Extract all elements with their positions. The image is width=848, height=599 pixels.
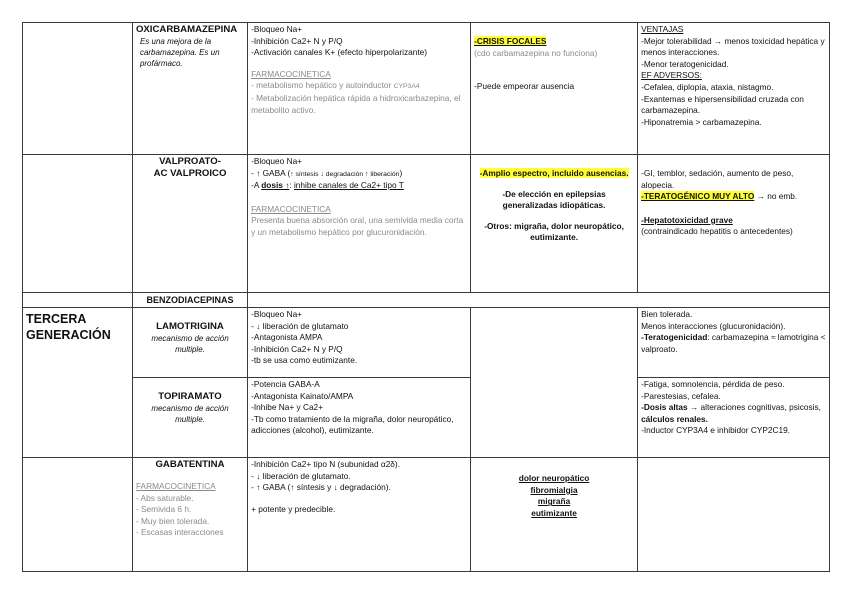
adverse-line: (contraindicado hepatitis o antecedentes) bbox=[641, 226, 793, 237]
table-row-valproate bbox=[23, 155, 830, 293]
drug-cell-lamotrigine bbox=[132, 308, 247, 378]
table-row-topiramate bbox=[23, 378, 830, 458]
advantage-line: -Mejor tolerabilidad → menos toxicidad hepática y menos interacciones. bbox=[641, 35, 825, 58]
drug-name: TOPIRAMATO bbox=[158, 391, 222, 402]
adverse-line: Bien tolerada. bbox=[641, 309, 693, 319]
generation-cell-empty bbox=[23, 458, 133, 572]
adverse-cell bbox=[638, 378, 830, 458]
drug-name: AC VALPROICO bbox=[153, 168, 227, 179]
mechanism-cell bbox=[248, 458, 471, 572]
indication-line: eutimizante bbox=[531, 507, 577, 518]
pk-line: - Escasas interacciones bbox=[135, 527, 224, 538]
indication-line: -Puede empeorar ausencia bbox=[474, 81, 575, 92]
indication-line: -Otros: migraña, dolor neuropático, eutimizante. bbox=[484, 220, 624, 243]
adverse-effects-title: EF ADVERSOS: bbox=[641, 70, 702, 81]
indication-line: fibromialgia bbox=[530, 484, 578, 495]
adverse-line: Menos interacciones (glucuronidación). bbox=[641, 320, 786, 331]
drug-name: VALPROATO- bbox=[159, 156, 221, 167]
table-row-oxcarbazepine bbox=[23, 23, 830, 155]
mechanism-line: -Inhibición Ca2+ N y P/Q bbox=[251, 35, 343, 46]
pk-line: - Semivida 6 h. bbox=[135, 504, 192, 515]
table-row-benzodiazepines bbox=[23, 293, 830, 308]
mechanism-line: - ↑ GABA (↑ síntesis y ↓ degradación). bbox=[251, 482, 391, 493]
mechanism-line: -Inhibición Ca2+ N y P/Q bbox=[251, 343, 343, 354]
mechanism-line: -Inhibición Ca2+ tipo N (subunidad α2δ). bbox=[251, 459, 400, 469]
pk-line: - Abs saturable. bbox=[135, 492, 194, 503]
indication-line: dolor neuropático bbox=[518, 473, 590, 483]
adverse-cell bbox=[638, 308, 830, 378]
drug-cell-benzodiazepines bbox=[132, 293, 247, 308]
adverse-line: -TERATOGÉNICO MUY ALTO → no emb. bbox=[641, 191, 798, 202]
adverse-line: -Exantemas e hipersensibilidad cruzada con carbamazepina. bbox=[641, 93, 804, 116]
advantages-title: VENTAJAS bbox=[641, 24, 684, 34]
adverse-line: -Hepatotoxicidad grave bbox=[641, 214, 733, 225]
mechanism-line: -tb se usa como eutimizante. bbox=[251, 355, 358, 366]
mechanism-line: -Bloqueo Na+ bbox=[251, 309, 303, 319]
mechanism-line: -Potencia GABA-A bbox=[251, 379, 320, 389]
drug-cell-gabapentin bbox=[132, 458, 247, 572]
drug-cell-topiramate bbox=[132, 378, 247, 458]
mechanism-line: -Tb como tratamiento de la migraña, dolor neuropático, adicciones (alcohol), eutimizante. bbox=[251, 413, 454, 436]
drug-name: LAMOTRIGINA bbox=[156, 321, 224, 332]
adverse-line: -Dosis altas → alteraciones cognitivas, psicosis, cálculos renales. bbox=[641, 402, 821, 424]
table-row-gabapentin bbox=[23, 458, 830, 572]
generation-cell-empty bbox=[23, 293, 133, 308]
pharmacokinetics-title: FARMACOCINETICA bbox=[251, 203, 331, 214]
adverse-line: -Teratogenicidad: carbamazepina ≈ lamotrigina < valproato. bbox=[641, 332, 826, 354]
mechanism-cell bbox=[248, 155, 471, 293]
generation-label: TERCERA GENERACIÓN bbox=[26, 312, 111, 342]
mechanism-line: -Bloqueo Na+ bbox=[251, 24, 303, 34]
adverse-line: -GI, temblor, sedación, aumento de peso, alopecia. bbox=[641, 168, 794, 190]
empty-cell bbox=[248, 293, 830, 308]
drug-cell-oxcarbazepine bbox=[132, 23, 247, 155]
indication-note: (cdo carbamazepina no funciona) bbox=[474, 47, 598, 58]
mechanism-line: + potente y predecible. bbox=[251, 503, 336, 514]
adverse-line: -Fatiga, somnolencia, pérdida de peso. bbox=[641, 379, 785, 389]
indication-line: -CRISIS FOCALES bbox=[474, 36, 547, 46]
drug-note: Es una mejora de la carbamazepina. Es un profármaco. bbox=[139, 37, 220, 68]
indication-line: migraña bbox=[537, 496, 571, 507]
indication-cell-empty bbox=[471, 308, 638, 458]
mechanism-line: - ↑ GABA (↑ síntesis ↓ degradación ↑ liberación) bbox=[251, 167, 403, 178]
drug-table bbox=[22, 22, 830, 572]
mechanism-cell bbox=[248, 308, 471, 378]
pharmacokinetics-title: FARMACOCINETICA bbox=[135, 481, 216, 491]
generation-cell-empty bbox=[23, 23, 133, 155]
pk-line: - Muy bien tolerada. bbox=[135, 515, 210, 526]
mechanism-line: -Antagonista Kainato/AMPA bbox=[251, 390, 354, 401]
drug-cell-valproate bbox=[132, 155, 247, 293]
drug-name: GABATENTINA bbox=[155, 459, 225, 470]
drug-name: OXICARBAMAZEPINA bbox=[135, 24, 238, 35]
advantage-line: -Menor teratogenicidad. bbox=[641, 58, 729, 69]
mechanism-line: -Activación canales K+ (efecto hiperpolarizante) bbox=[251, 47, 428, 58]
generation-cell bbox=[23, 308, 133, 458]
table-row-lamotrigine bbox=[23, 308, 830, 378]
mechanism-line: -A dosis ↑: inhibe canales de Ca2+ tipo T bbox=[251, 180, 404, 191]
adverse-line: -Inductor CYP3A4 e inhibidor CYP2C19. bbox=[641, 425, 791, 436]
pk-text: Presenta buena absorción oral, una semivida media corta y un metabolismo hepático por glucuronidación. bbox=[251, 215, 464, 237]
mechanism-line: - ↓ liberación de glutamato. bbox=[251, 470, 351, 481]
drug-name: BENZODIACEPINAS bbox=[146, 295, 234, 305]
indication-line: -De elección en epilepsias generalizadas idiopáticas. bbox=[502, 188, 606, 211]
drug-note: mecanismo de acción multiple. bbox=[151, 404, 229, 424]
indication-cell bbox=[471, 155, 638, 293]
pk-line: - metabolismo hepático y autoinductor CYP3A4 bbox=[251, 80, 420, 91]
adverse-line: -Parestesias, cefalea. bbox=[641, 390, 721, 401]
indication-line: -Amplio espectro, incluido ausencias. bbox=[479, 168, 629, 178]
adverse-cell bbox=[638, 23, 830, 155]
mechanism-line: -Inhibe Na+ y Ca2+ bbox=[251, 402, 324, 413]
adverse-line: -Cefalea, diplopía, ataxia, nistagmo. bbox=[641, 81, 774, 92]
mechanism-cell bbox=[248, 23, 471, 155]
adverse-cell-empty bbox=[638, 458, 830, 572]
adverse-cell bbox=[638, 155, 830, 293]
mechanism-line: -Bloqueo Na+ bbox=[251, 156, 303, 166]
drug-note: mecanismo de acción multiple. bbox=[151, 334, 229, 354]
pharmacokinetics-title: FARMACOCINETICA bbox=[251, 68, 331, 79]
pk-line: - Metabolización hepática rápida a hidroxicarbazepina, el metabolito activo. bbox=[251, 92, 461, 115]
mechanism-line: - ↓ liberación de glutamato bbox=[251, 320, 349, 331]
indication-cell bbox=[471, 23, 638, 155]
adverse-line: -Hiponatremia > carbamazepina. bbox=[641, 116, 762, 127]
mechanism-line: -Antagonista AMPA bbox=[251, 332, 323, 343]
mechanism-cell bbox=[248, 378, 471, 458]
indication-cell bbox=[471, 458, 638, 572]
generation-cell-empty bbox=[23, 155, 133, 293]
